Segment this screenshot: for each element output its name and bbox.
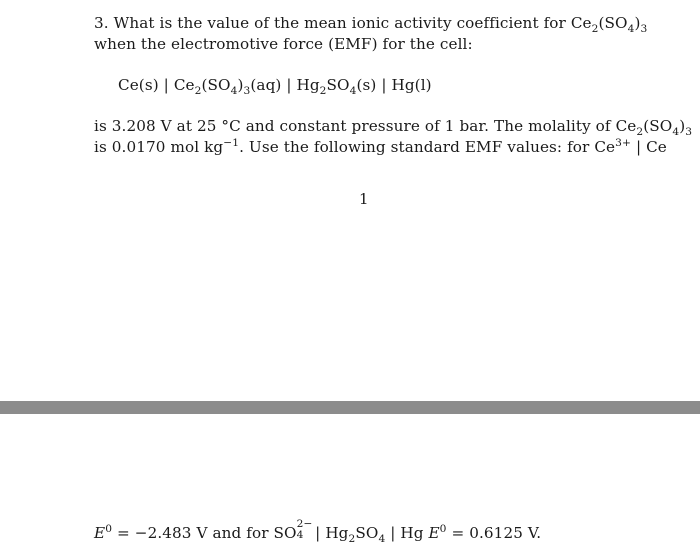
question-line-4: is 3.208 V at 25 °C and constant pressure of 1 bar. The molality of $Ce_2(SO_4)_3$ bbox=[94, 117, 693, 138]
page-break-divider bbox=[0, 401, 700, 414]
so4-charge: 2− 4 bbox=[296, 517, 313, 541]
question-number: 3. bbox=[94, 14, 109, 32]
question-line-2: when the electromotive force (EMF) for the cell: bbox=[94, 35, 473, 53]
continuation-line: $E^0 = -2.483$ V and for SO 2− 4 | $Hg_2SO_4$ | Hg $E^0 = 0.6125$ V. bbox=[94, 517, 542, 545]
question-line-5: is 0.0170 mol $kg^{-1}$. Use the following standard EMF values: for $Ce^{3+}$ | Ce bbox=[94, 136, 667, 156]
cell-notation: Ce(s) | $Ce_2(SO_4)_3(aq)$ | $Hg_2SO_4(s)$ | Hg(l) bbox=[118, 76, 432, 97]
page-number: 1 bbox=[359, 190, 369, 208]
question-line-1: 3. What is the value of the mean ionic activity coefficient for $Ce_2(SO_4)_3$ bbox=[94, 14, 648, 35]
